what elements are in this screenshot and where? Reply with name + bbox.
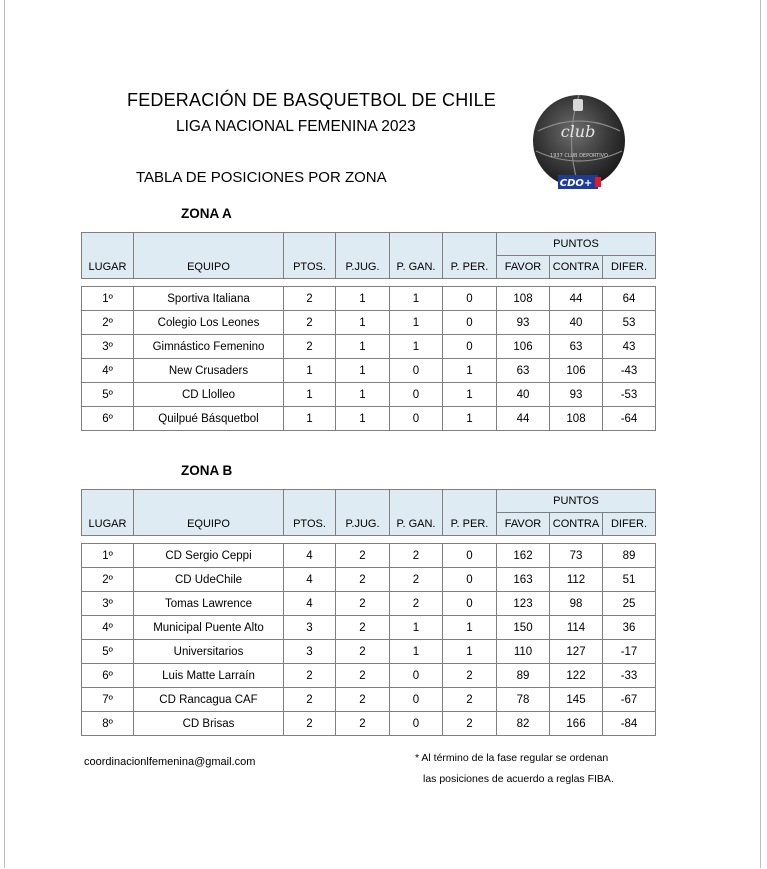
pgan-cell: 1 [390, 311, 443, 335]
pgan-cell: 1 [390, 640, 443, 664]
pjug-cell: 2 [336, 616, 390, 640]
difer-cell: 89 [603, 544, 656, 568]
pjug-cell: 1 [336, 335, 390, 359]
puntos-header: PUNTOS [497, 233, 656, 256]
difer-cell: 51 [603, 568, 656, 592]
pper-cell: 0 [443, 335, 497, 359]
pgan-cell: 1 [390, 616, 443, 640]
lugar-cell: 1º [82, 544, 134, 568]
lugar-cell: 2º [82, 568, 134, 592]
pjug-cell: 1 [336, 359, 390, 383]
league-title: LIGA NACIONAL FEMENINA 2023 [176, 118, 416, 135]
lugar-cell: 8º [82, 712, 134, 736]
equipo-cell: Municipal Puente Alto [134, 616, 284, 640]
pgan-cell: 0 [390, 664, 443, 688]
pgan-header: P. GAN. [390, 256, 443, 279]
lugar-cell: 5º [82, 383, 134, 407]
zone-a-title: ZONA A [181, 206, 232, 221]
pper-cell: 2 [443, 712, 497, 736]
favor-cell: 110 [497, 640, 550, 664]
ptos-cell: 3 [284, 640, 336, 664]
contra-header: CONTRA [550, 513, 603, 536]
pgan-cell: 0 [390, 688, 443, 712]
lugar-cell: 7º [82, 688, 134, 712]
ptos-cell: 2 [284, 664, 336, 688]
equipo-cell: CD Llolleo [134, 383, 284, 407]
pper-cell: 2 [443, 664, 497, 688]
table-spacer [82, 279, 656, 287]
difer-cell: 53 [603, 311, 656, 335]
pper-cell: 1 [443, 616, 497, 640]
ptos-cell: 1 [284, 383, 336, 407]
contra-cell: 40 [550, 311, 603, 335]
pjug-cell: 2 [336, 712, 390, 736]
pper-cell: 1 [443, 359, 497, 383]
pgan-cell: 0 [390, 383, 443, 407]
logo-crest-icon [573, 99, 583, 111]
difer-cell: -17 [603, 640, 656, 664]
equipo-cell: CD UdeChile [134, 568, 284, 592]
equipo-cell: CD Sergio Ceppi [134, 544, 284, 568]
contra-cell: 106 [550, 359, 603, 383]
ptos-cell: 2 [284, 311, 336, 335]
difer-cell: -43 [603, 359, 656, 383]
table-row [82, 712, 656, 736]
table-spacer [82, 536, 656, 544]
pper-cell: 1 [443, 407, 497, 431]
pgan-cell: 0 [390, 359, 443, 383]
difer-header: DIFER. [603, 513, 656, 536]
difer-cell: -67 [603, 688, 656, 712]
favor-cell: 123 [497, 592, 550, 616]
table-row [82, 568, 656, 592]
equipo-cell: Gimnástico Femenino [134, 335, 284, 359]
lugar-cell: 2º [82, 311, 134, 335]
pper-cell: 0 [443, 544, 497, 568]
pjug-cell: 1 [336, 287, 390, 311]
favor-cell: 44 [497, 407, 550, 431]
table-row [82, 592, 656, 616]
table-row [82, 616, 656, 640]
pper-header-top [443, 233, 497, 256]
favor-cell: 150 [497, 616, 550, 640]
pgan-cell: 0 [390, 407, 443, 431]
ptos-cell: 2 [284, 688, 336, 712]
table-row [82, 287, 656, 311]
equipo-cell: Luis Matte Larraín [134, 664, 284, 688]
equipo-header: EQUIPO [134, 513, 284, 536]
zone-a-table [81, 232, 656, 431]
ptos-header-top [284, 233, 336, 256]
contra-cell: 93 [550, 383, 603, 407]
equipo-header-top [134, 233, 284, 256]
contra-cell: 44 [550, 287, 603, 311]
contra-cell: 63 [550, 335, 603, 359]
equipo-cell: Universitarios [134, 640, 284, 664]
contra-cell: 112 [550, 568, 603, 592]
favor-header: FAVOR [497, 513, 550, 536]
equipo-cell: Quilpué Básquetbol [134, 407, 284, 431]
difer-cell: 64 [603, 287, 656, 311]
zone-b-table [81, 489, 656, 736]
equipo-cell: New Crusaders [134, 359, 284, 383]
ptos-cell: 4 [284, 568, 336, 592]
contra-cell: 73 [550, 544, 603, 568]
equipo-header: EQUIPO [134, 256, 284, 279]
table-row [82, 359, 656, 383]
lugar-header-top [82, 233, 134, 256]
lugar-cell: 4º [82, 359, 134, 383]
lugar-header-top [82, 490, 134, 513]
table-row [82, 544, 656, 568]
favor-header: FAVOR [497, 256, 550, 279]
table-title: TABLA DE POSICIONES POR ZONA [136, 169, 387, 186]
table-row [82, 664, 656, 688]
table-row [82, 383, 656, 407]
pgan-cell: 0 [390, 712, 443, 736]
pjug-cell: 2 [336, 568, 390, 592]
sponsor-text: CDO+ [559, 178, 593, 189]
contra-cell: 145 [550, 688, 603, 712]
contra-cell: 122 [550, 664, 603, 688]
favor-cell: 89 [497, 664, 550, 688]
puntos-header: PUNTOS [497, 490, 656, 513]
difer-header: DIFER. [603, 256, 656, 279]
pgan-header: P. GAN. [390, 513, 443, 536]
difer-cell: 36 [603, 616, 656, 640]
equipo-cell: Sportiva Italiana [134, 287, 284, 311]
lugar-cell: 1º [82, 287, 134, 311]
lugar-cell: 4º [82, 616, 134, 640]
logo-script: club [560, 122, 596, 141]
pper-cell: 1 [443, 640, 497, 664]
club-logo [524, 91, 634, 201]
footnote-line-2: las posiciones de acuerdo a reglas FIBA. [423, 773, 614, 785]
ptos-cell: 3 [284, 616, 336, 640]
pper-header: P. PER. [443, 513, 497, 536]
pgan-cell: 1 [390, 335, 443, 359]
table-row [82, 335, 656, 359]
favor-cell: 106 [497, 335, 550, 359]
ptos-cell: 1 [284, 407, 336, 431]
pgan-cell: 1 [390, 287, 443, 311]
contact-email: coordinacionlfemenina@gmail.com [84, 756, 256, 768]
difer-cell: -84 [603, 712, 656, 736]
contra-cell: 114 [550, 616, 603, 640]
lugar-cell: 6º [82, 664, 134, 688]
contra-cell: 98 [550, 592, 603, 616]
equipo-cell: CD Brisas [134, 712, 284, 736]
favor-cell: 93 [497, 311, 550, 335]
pper-cell: 0 [443, 311, 497, 335]
table-row [82, 640, 656, 664]
equipo-cell: Tomas Lawrence [134, 592, 284, 616]
lugar-header: LUGAR [82, 256, 134, 279]
ptos-cell: 4 [284, 544, 336, 568]
zone-b-title: ZONA B [181, 463, 233, 478]
pper-cell: 0 [443, 287, 497, 311]
ptos-header-top [284, 490, 336, 513]
pper-cell: 0 [443, 568, 497, 592]
pjug-cell: 1 [336, 407, 390, 431]
difer-cell: 43 [603, 335, 656, 359]
pjug-header-top [336, 490, 390, 513]
difer-cell: -64 [603, 407, 656, 431]
contra-cell: 166 [550, 712, 603, 736]
pgan-header-top [390, 233, 443, 256]
pper-header-top [443, 490, 497, 513]
difer-cell: -53 [603, 383, 656, 407]
pjug-cell: 2 [336, 592, 390, 616]
table-row [82, 688, 656, 712]
lugar-cell: 3º [82, 335, 134, 359]
pjug-cell: 2 [336, 544, 390, 568]
pjug-header: P.JUG. [336, 256, 390, 279]
difer-cell: -33 [603, 664, 656, 688]
lugar-cell: 5º [82, 640, 134, 664]
pper-cell: 0 [443, 592, 497, 616]
footnote-line-1: * Al término de la fase regular se ordenan [415, 752, 609, 764]
contra-cell: 108 [550, 407, 603, 431]
lugar-header: LUGAR [82, 513, 134, 536]
equipo-cell: Colegio Los Leones [134, 311, 284, 335]
difer-cell: 25 [603, 592, 656, 616]
pper-header: P. PER. [443, 256, 497, 279]
contra-cell: 127 [550, 640, 603, 664]
lugar-cell: 3º [82, 592, 134, 616]
logo-subtext: 1937 CLUB DEPORTIVO [550, 153, 608, 159]
favor-cell: 162 [497, 544, 550, 568]
favor-cell: 63 [497, 359, 550, 383]
federation-title: FEDERACIÓN DE BASQUETBOL DE CHILE [127, 90, 497, 110]
pjug-header-top [336, 233, 390, 256]
pjug-cell: 2 [336, 688, 390, 712]
lugar-cell: 6º [82, 407, 134, 431]
favor-cell: 108 [497, 287, 550, 311]
pgan-header-top [390, 490, 443, 513]
favor-cell: 163 [497, 568, 550, 592]
pgan-cell: 2 [390, 592, 443, 616]
ptos-cell: 2 [284, 335, 336, 359]
pjug-header: P.JUG. [336, 513, 390, 536]
table-row [82, 407, 656, 431]
sponsor-accent [595, 177, 601, 187]
ptos-header: PTOS. [284, 256, 336, 279]
pjug-cell: 2 [336, 640, 390, 664]
favor-cell: 40 [497, 383, 550, 407]
contra-header: CONTRA [550, 256, 603, 279]
ptos-cell: 2 [284, 287, 336, 311]
ptos-header: PTOS. [284, 513, 336, 536]
ptos-cell: 2 [284, 712, 336, 736]
favor-cell: 82 [497, 712, 550, 736]
pjug-cell: 2 [336, 664, 390, 688]
pjug-cell: 1 [336, 383, 390, 407]
pper-cell: 2 [443, 688, 497, 712]
equipo-cell: CD Rancagua CAF [134, 688, 284, 712]
pgan-cell: 2 [390, 568, 443, 592]
table-row [82, 311, 656, 335]
pgan-cell: 2 [390, 544, 443, 568]
equipo-header-top [134, 490, 284, 513]
favor-cell: 78 [497, 688, 550, 712]
ptos-cell: 1 [284, 359, 336, 383]
ptos-cell: 4 [284, 592, 336, 616]
pper-cell: 1 [443, 383, 497, 407]
pjug-cell: 1 [336, 311, 390, 335]
